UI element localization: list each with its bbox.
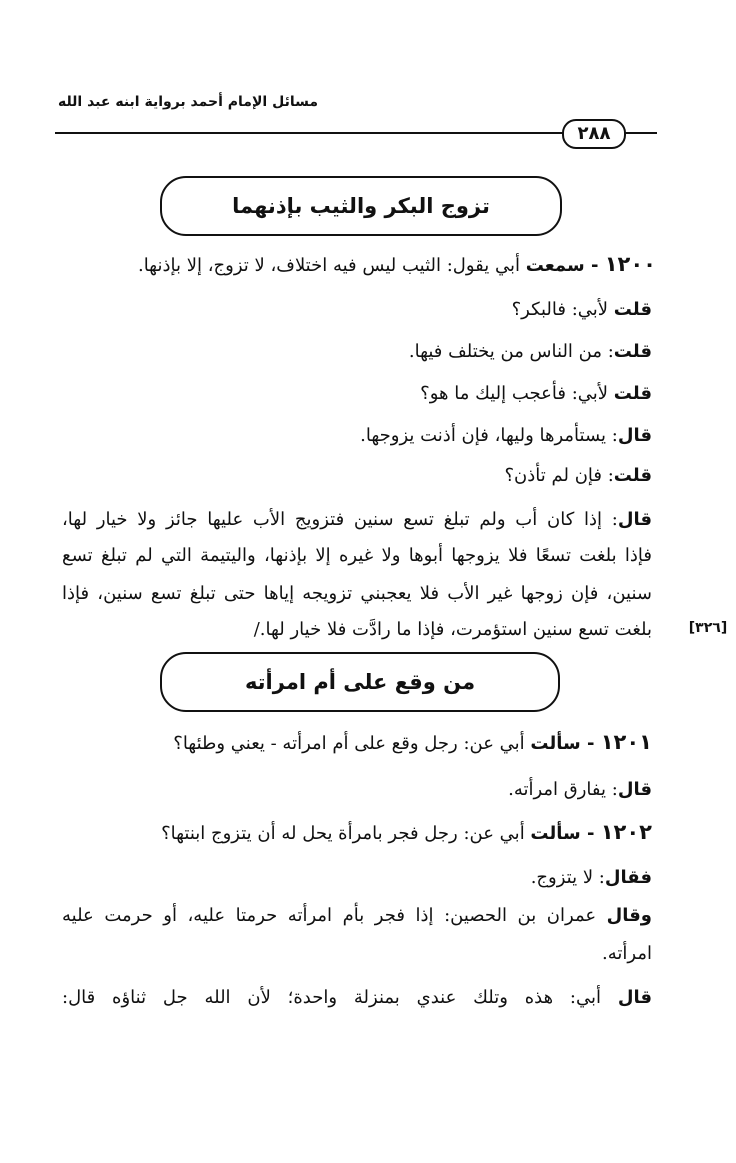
question-2-text: : من الناس من يختلف فيها. — [408, 341, 614, 362]
note-line-2: امرأته. — [602, 943, 652, 964]
answer-1201-lead: قال — [617, 779, 652, 800]
paragraph-lead-1201: سألت — [530, 733, 581, 754]
answer-1-lead: قال — [617, 425, 652, 446]
paragraph-dash-1200: - — [584, 255, 605, 276]
question-3-lead: قلت — [613, 383, 652, 404]
question-1-text: لأبي: فالبكر؟ — [511, 299, 614, 320]
question-4 — [92, 462, 652, 490]
paragraph-lead-1202: سألت — [530, 823, 581, 844]
answer-1201-text: : يفارق امرأته. — [508, 779, 618, 800]
question-3 — [92, 380, 652, 408]
answer-2-lead: قال — [617, 509, 652, 530]
answer-2-line-1-text: : إذا كان أب ولم تبلغ تسع سنين فتزويج الأب عليها جائز ولا خيار لها، — [62, 509, 618, 530]
paragraph-1201 — [92, 728, 652, 758]
paragraph-number-1200: ١٢٠٠ — [604, 252, 656, 276]
answer-2-line-4: بلغت تسع سنين استؤمرت، فإذا ما رادَّت فلا خيار لها./ — [253, 619, 652, 640]
answer-1 — [92, 422, 652, 450]
answer-1-text: : يستأمرها وليها، فإن أذنت يزوجها. — [360, 425, 618, 446]
paragraph-text-1202: أبي عن: رجل فجر بامرأة يحل له أن يتزوج ابنتها؟ — [161, 823, 531, 844]
note-line-1-text: عمران بن الحصين: إذا فجر بأم امرأته حرمتا عليه، أو حرمت عليه — [62, 905, 607, 926]
section-heading-2 — [160, 652, 560, 712]
question-4-lead: قلت — [613, 465, 652, 486]
question-1 — [92, 296, 652, 324]
question-4-text: : فإن لم تأذن؟ — [504, 465, 614, 486]
paragraph-1202 — [92, 818, 652, 848]
answer-1202-text: : لا يتزوج. — [530, 867, 605, 888]
question-1-lead: قلت — [613, 299, 652, 320]
section-heading-2-text: من وقع على أم امرأته — [244, 670, 476, 694]
marginal-page-reference: [٣٢٦] — [688, 620, 728, 636]
running-title: مسائل الإمام أحمد برواية ابنه عبد الله — [57, 94, 318, 110]
note-line-1 — [62, 902, 652, 930]
answer-2-line-1 — [62, 506, 652, 534]
answer-1202 — [92, 864, 652, 892]
answer-1201 — [92, 776, 652, 804]
paragraph-number-1201: ١٢٠١ — [600, 730, 652, 754]
paragraph-dash-1201: - — [580, 733, 601, 754]
question-2 — [92, 338, 652, 366]
answer-final — [62, 984, 652, 1012]
answer-2-line-3: سنين، فإن زوجها غير الأب فلا يعجبني تزويجه إياها حتى تبلغ تسع سنين، فإذا — [62, 583, 652, 604]
answer-final-lead: قال — [617, 987, 652, 1008]
paragraph-number-1202: ١٢٠٢ — [600, 820, 652, 844]
paragraph-lead-1200: سمعت — [525, 255, 585, 276]
question-3-text: لأبي: فأعجب إليك ما هو؟ — [420, 383, 614, 404]
paragraph-text-1201: أبي عن: رجل وقع على أم امرأته - يعني وطئها؟ — [173, 733, 531, 754]
section-heading-1 — [160, 176, 562, 236]
answer-1202-lead: فقال — [604, 867, 652, 888]
answer-final-text: أبي: هذه وتلك عندي بمنزلة واحدة؛ لأن الله جل ثناؤه قال: — [62, 987, 618, 1008]
paragraph-text-1200: أبي يقول: الثيب ليس فيه اختلاف، لا تزوج، إلا بإذنها. — [137, 255, 526, 276]
answer-2-line-2: فإذا بلغت تسعًا فلا يزوجها أبوها ولا غيره إلا بإذنها، واليتيمة التي لم تبلغ تسع — [62, 545, 652, 566]
section-heading-1-text: تزوج البكر والثيب بإذنهما — [232, 194, 490, 218]
page-number: ٢٨٨ — [562, 119, 626, 149]
paragraph-dash-1202: - — [580, 823, 601, 844]
question-2-lead: قلت — [613, 341, 652, 362]
paragraph-1200 — [56, 250, 656, 280]
note-lead: وقال — [606, 905, 652, 926]
